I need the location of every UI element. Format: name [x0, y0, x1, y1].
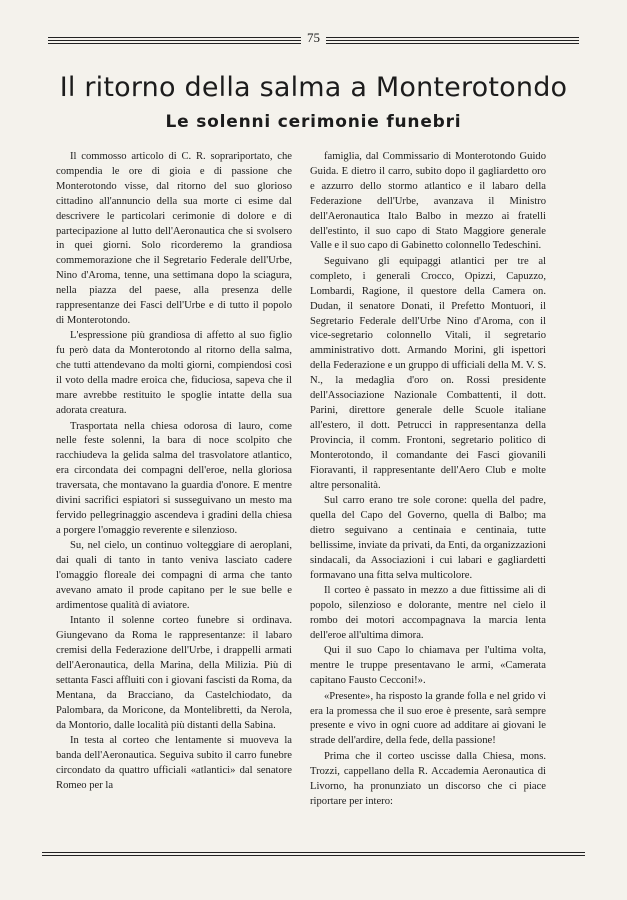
paragraph: famiglia, dal Commissario di Monterotondo Guido Guida. E dietro il carro, subito dopo il gagliardetto oro e azzurro dello stormo atlantico e il labaro della Federazione dell'Urbe, avanzava il Ministro dell'Aeronautica Italo Balbo in mezzo ai fratelli dell'estinto, il suo capo di Stato Maggiore generale Valle e il suo capo di Gabinetto colonnello Tedeschini.	[310, 151, 546, 252]
paragraph: Trasportata nella chiesa odorosa di lauro, come nelle feste solenni, la bara di noce scolpito che racchiudeva la gelida salma del trasvolatore atlantico, era circondata dei compagni dell'eroe, nella gloriosa traversata, che montavano la guardia d'onore. E mentre divini sacrifici espiatori si susseguivano un mesto ma fervido pellegrinaggio ascendeva i gradini della chiesa a porgere l'omaggio reverente e silenzioso.	[56, 420, 292, 536]
paragraph: L'espressione più grandiosa di affetto al suo figlio fu però data da Monterotondo al ritorno della salma, che tutti attendevano da molti giorni, compiendosi così il voto della madre eroica che, fiduciosa, sapeva che il mare avrebbe restituito le spoglie intatte della sua adorata creatura.	[56, 330, 292, 416]
paragraph: Sul carro erano tre sole corone: quella del padre, quella del Capo del Governo, quella di Balbo; ma dietro seguivano a centinaia e centinaia, tutte bellissime, inviate da privati, da Enti, da organizzazioni sindacali, da Associazioni i cui labari e gagliardetti formavano una fitta selva multicolore.	[310, 495, 546, 581]
article-subtitle: Le solenni cerimonie funebri	[165, 112, 462, 132]
paragraph: Seguivano gli equipaggi atlantici per tre al completo, i generali Crocco, Opizzi, Capuzzo, Lombardi, Ragione, il questore della Camera on. Dudan, il senatore Donati, il Prefetto Montuori, il Segretario Federale dell'Urbe Nino d'Aroma, con il vice-segretario colonnello Vitali, il segretario amministrativo dott. Armando Morini, gli ispettori della Federazione e un gruppo di ufficiali della M. V. S. N., la medaglia d'oro on. Rossi presidente dell'Associazione Nazionale Combattenti, il dott. Parini, direttore generale delle Scuole italiane all'estero, il dott. Petrucci in rappresentanza della Provincia, il comm. Frontoni, segretario politico di Monterotondo, il comandante dei Fasci giovanili Fioravanti, il rappresentante dell'Aero Club e molte altre personalità.	[310, 255, 546, 491]
article-title: Il ritorno della salma a Monterotondo	[59, 72, 568, 103]
paragraph: Qui il suo Capo lo chiamava per l'ultima volta, mentre le truppe presentavano le armi, «Camerata capitano Fausto Cecconi!».	[310, 645, 546, 687]
page-number: 75	[301, 30, 326, 45]
paragraph: In testa al corteo che lentamente si muoveva la banda dell'Aeronautica. Seguiva subito il carro funebre circondato da quattro ufficiali «atlantici» dal senatore Romeo per la	[56, 735, 292, 792]
paragraph: «Presente», ha risposto la grande folla e nel grido vi era la promessa che il suo eroe è presente, sarà sempre presente e vivo in ogni cuore ad additare ai giovani le strade dell'ardire, della fede, della passione!	[310, 690, 546, 747]
paragraph: Il corteo è passato in mezzo a due fittissime ali di popolo, silenzioso e dolorante, mentre nel cielo il rombo dei motori accompagnava la marcia lenta dell'eroe all'ultima dimora.	[310, 585, 546, 641]
paragraph: Intanto il solenne corteo funebre si ordinava. Giungevano da Roma le rappresentanze: il labaro cremisi della Federazione dell'Urbe, i drappelli armati dell'Aeronautica, della Marina, della Milizia. Più di settanta Fasci affluiti con i giovani fascisti da Roma, da Mentana, da Bracciano, da Castelchiodato, da Palombara, da Moricone, da Montelibretti, da Nerola, da Montorio, dalle località più distanti della Sabina.	[56, 615, 292, 731]
left-column	[56, 150, 292, 795]
page-number-wrap	[0, 31, 627, 45]
right-column	[310, 150, 546, 810]
paragraph: Prima che il corteo uscisse dalla Chiesa, mons. Trozzi, cappellano della R. Accademia Aeronautica di Livorno, ha pronunziato un discorso che ci piace riportare per intero:	[310, 750, 546, 807]
paragraph: Su, nel cielo, un continuo volteggiare di aeroplani, dai quali di tanto in tanto veniva lasciato cadere l'omaggio floreale dei compagni di arma che tanto avevano amato il prode capitano per le sue belle e ardimentose qualità di aviatore.	[56, 540, 292, 611]
footer-rule-upper	[42, 852, 585, 853]
footer-rule-lower	[42, 855, 585, 856]
paragraph: Il commosso articolo di C. R. soprariportato, che compendia le ore di gioia e di passione che Monterotondo visse, dal ritorno del suo glorioso cittadino all'annuncio della sua morte ci esime dal descrivere le particolari cerimonie di dolore e di partecipazione al lutto dell'Aeronautica che si svolsero in quei giorni. Solo ricorderemo la grandiosa commemorazione che il Segretario Federale dell'Urbe, Nino d'Aroma, tenne, una settimana dopo la sciagura, nella piazza del paese, alla presenza delle rappresentanze dei Fasci dell'Urbe e di tutto il popolo di Monterotondo.	[56, 151, 292, 326]
